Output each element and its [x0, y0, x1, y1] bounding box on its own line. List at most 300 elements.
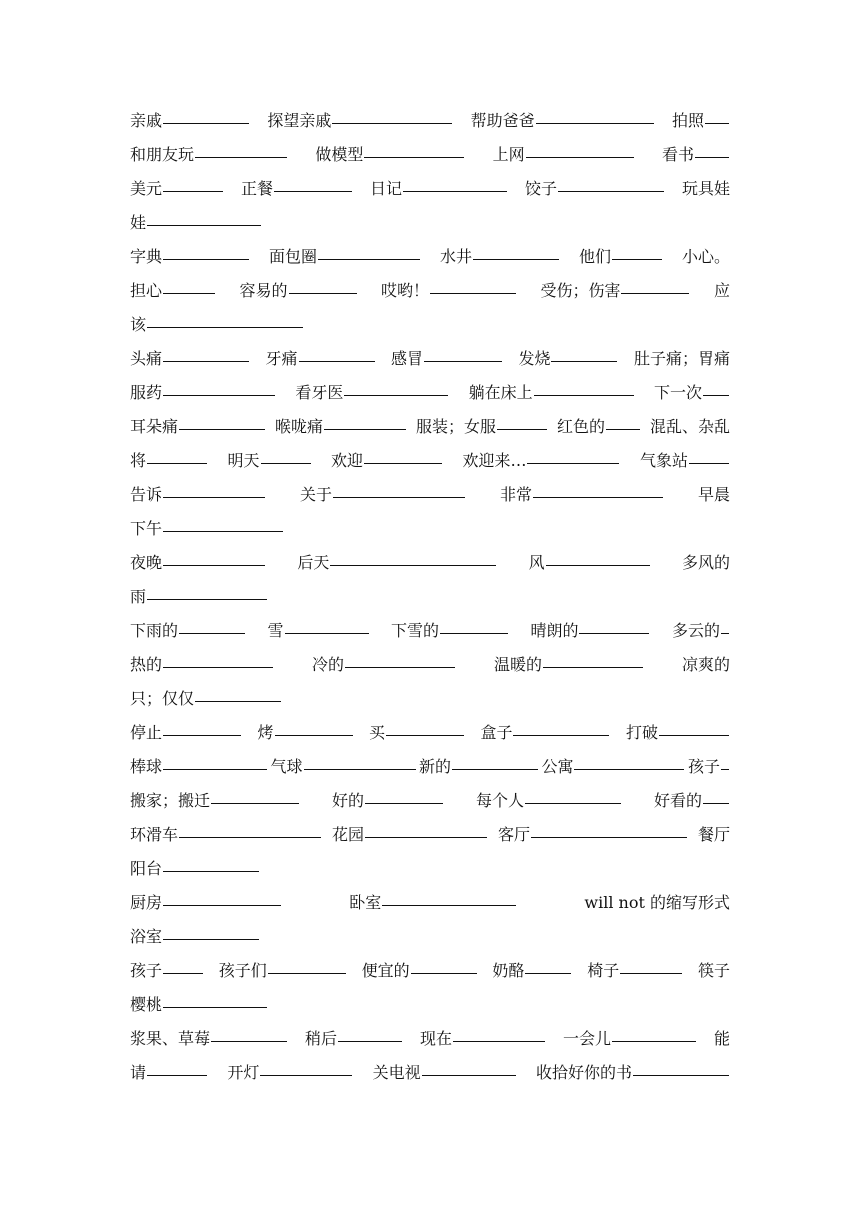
vocab-item — [130, 682, 282, 716]
vocab-word: 容易的 — [239, 281, 288, 300]
vocab-word: 好的 — [331, 791, 364, 810]
worksheet-line — [130, 784, 730, 818]
answer-blank[interactable] — [606, 428, 640, 430]
vocab-item — [130, 818, 322, 852]
vocab-item — [295, 376, 449, 410]
vocab-item — [500, 478, 664, 512]
vocab-word: 樱桃 — [130, 995, 163, 1014]
vocab-item — [518, 342, 618, 376]
answer-blank[interactable] — [260, 1074, 352, 1076]
answer-blank[interactable] — [365, 836, 487, 838]
vocab-word: 一会儿 — [562, 1029, 611, 1048]
vocab-word: 浴室 — [130, 927, 163, 946]
vocab-item — [662, 138, 730, 172]
vocab-item — [312, 648, 456, 682]
vocab-item — [270, 750, 416, 784]
answer-blank[interactable] — [163, 870, 259, 872]
vocab-item — [300, 478, 466, 512]
vocab-word: 便宜的 — [361, 961, 410, 980]
vocab-item — [698, 818, 730, 852]
answer-blank[interactable] — [338, 1040, 402, 1042]
vocab-item — [493, 138, 635, 172]
vocab-word: 晴朗的 — [530, 621, 579, 640]
worksheet-line — [130, 682, 730, 716]
worksheet-line — [130, 954, 730, 988]
vocab-item — [130, 614, 246, 648]
vocab-item — [416, 410, 548, 444]
vocab-item — [476, 784, 622, 818]
vocab-word: 孩子们 — [218, 961, 267, 980]
worksheet-line — [130, 206, 730, 240]
vocab-item — [536, 1056, 730, 1090]
answer-blank[interactable] — [689, 462, 729, 464]
worksheet-line — [130, 716, 730, 750]
vocab-word: 正餐 — [240, 179, 273, 198]
vocab-word: 多云的 — [671, 621, 720, 640]
vocab-item — [492, 954, 572, 988]
answer-blank[interactable] — [403, 190, 507, 192]
vocab-item — [130, 138, 288, 172]
vocab-word: 面包圈 — [268, 247, 317, 266]
vocab-word: 收拾好你的书 — [535, 1063, 632, 1082]
answer-blank[interactable] — [163, 190, 223, 192]
vocab-word: 关电视 — [372, 1063, 421, 1082]
worksheet-line — [130, 138, 730, 172]
vocab-word: 稍后 — [304, 1029, 337, 1048]
vocab-item — [130, 172, 224, 206]
vocab-item — [219, 954, 347, 988]
vocab-word: 夜晚 — [130, 553, 163, 572]
worksheet-line — [130, 240, 730, 274]
vocab-item — [587, 954, 683, 988]
answer-blank[interactable] — [318, 258, 420, 260]
answer-blank[interactable] — [365, 802, 443, 804]
worksheet-line — [130, 478, 730, 512]
vocab-word: 阳台 — [130, 859, 163, 878]
answer-blank[interactable] — [285, 632, 369, 634]
vocab-item — [130, 104, 250, 138]
vocab-word: 盒子 — [480, 723, 513, 742]
answer-blank[interactable] — [659, 734, 729, 736]
answer-blank[interactable] — [534, 394, 634, 396]
vocab-word: 和朋友玩 — [130, 145, 195, 164]
vocab-word: 耳朵痛 — [130, 417, 179, 436]
vocab-word: 烤 — [257, 723, 274, 742]
vocab-item — [130, 240, 250, 274]
vocab-item — [369, 716, 465, 750]
worksheet-line — [130, 886, 730, 920]
answer-blank[interactable] — [364, 156, 464, 158]
answer-blank[interactable] — [543, 666, 643, 668]
vocab-word: 日记 — [369, 179, 402, 198]
worksheet-line — [130, 988, 730, 1022]
answer-blank[interactable] — [211, 1040, 287, 1042]
answer-blank[interactable] — [163, 904, 281, 906]
vocab-item — [419, 750, 539, 784]
answer-blank[interactable] — [513, 734, 609, 736]
vocab-word: 下午 — [130, 519, 163, 538]
answer-blank[interactable] — [345, 666, 455, 668]
answer-blank[interactable] — [147, 462, 207, 464]
answer-blank[interactable] — [163, 496, 265, 498]
answer-blank[interactable] — [424, 360, 502, 362]
answer-blank[interactable] — [163, 258, 249, 260]
vocab-item — [130, 410, 266, 444]
answer-blank[interactable] — [333, 496, 465, 498]
vocab-item — [494, 648, 644, 682]
vocab-item — [530, 614, 650, 648]
vocab-word: 帮助爸爸 — [470, 111, 535, 130]
answer-blank[interactable] — [721, 632, 729, 634]
vocab-word: 受伤；伤害 — [540, 281, 621, 300]
vocab-word: 玩具娃 — [681, 179, 730, 198]
vocab-word: 小心。 — [681, 247, 730, 266]
vocab-word: 温暖的 — [493, 655, 542, 674]
answer-blank[interactable] — [179, 836, 321, 838]
answer-blank[interactable] — [163, 734, 241, 736]
answer-blank[interactable] — [621, 292, 689, 294]
vocab-word: 发烧 — [518, 349, 551, 368]
vocab-word: 新的 — [418, 757, 451, 776]
worksheet-line — [130, 852, 730, 886]
vocab-item — [370, 172, 508, 206]
vocab-item — [130, 206, 262, 240]
vocab-word: 买 — [368, 723, 385, 742]
vocab-item — [714, 1022, 730, 1056]
answer-blank[interactable] — [147, 326, 303, 328]
answer-blank[interactable] — [526, 156, 634, 158]
vocab-word: 椅子 — [587, 961, 620, 980]
answer-blank[interactable] — [274, 190, 352, 192]
vocab-item — [269, 240, 421, 274]
vocab-item — [257, 716, 353, 750]
vocab-word: 停止 — [130, 723, 163, 742]
vocab-word: 请 — [130, 1063, 147, 1082]
answer-blank[interactable] — [163, 530, 283, 532]
vocab-item — [529, 546, 651, 580]
vocab-word: 混乱、杂乱 — [649, 417, 730, 436]
vocab-item — [579, 240, 663, 274]
vocab-item — [672, 104, 730, 138]
answer-blank[interactable] — [422, 1074, 516, 1076]
worksheet-line — [130, 104, 730, 138]
vocab-word: 凉爽的 — [681, 655, 730, 674]
worksheet-line — [130, 342, 730, 376]
vocab-word: 娃 — [130, 213, 147, 232]
vocab-item — [672, 614, 730, 648]
answer-blank[interactable] — [344, 394, 448, 396]
vocab-word: 下雨的 — [130, 621, 179, 640]
vocabulary-lines — [130, 104, 730, 1090]
vocab-word: 奶酪 — [492, 961, 525, 980]
answer-blank[interactable] — [163, 972, 203, 974]
vocab-item — [130, 274, 216, 308]
answer-blank[interactable] — [411, 972, 477, 974]
vocab-word: 现在 — [419, 1029, 452, 1048]
answer-blank[interactable] — [330, 564, 496, 566]
vocab-word: 客厅 — [497, 825, 530, 844]
vocab-item — [130, 886, 282, 920]
vocab-item — [584, 886, 730, 920]
worksheet-line — [130, 920, 730, 954]
vocab-word: 服装；女服 — [415, 417, 496, 436]
answer-blank[interactable] — [703, 802, 729, 804]
answer-blank[interactable] — [525, 802, 621, 804]
vocab-item — [381, 274, 517, 308]
vocab-word: 明天 — [227, 451, 260, 470]
answer-blank[interactable] — [179, 428, 265, 430]
vocab-item — [130, 478, 266, 512]
worksheet-line — [130, 580, 730, 614]
vocab-word: 开灯 — [227, 1063, 260, 1082]
vocab-item — [267, 104, 453, 138]
vocab-word: 看书 — [661, 145, 694, 164]
answer-blank[interactable] — [536, 122, 654, 124]
answer-blank[interactable] — [275, 734, 353, 736]
vocab-item — [654, 376, 730, 410]
vocab-word: 下一次 — [653, 383, 702, 402]
vocab-word: 打破 — [625, 723, 658, 742]
answer-blank[interactable] — [195, 700, 281, 702]
vocab-word: 应 — [713, 281, 730, 300]
vocab-item — [130, 1022, 288, 1056]
answer-blank[interactable] — [551, 360, 617, 362]
vocab-word: 美元 — [130, 179, 163, 198]
vocab-word: will not 的缩写形式 — [584, 893, 730, 912]
answer-blank[interactable] — [163, 564, 265, 566]
answer-blank[interactable] — [299, 360, 375, 362]
vocab-word: 水井 — [439, 247, 472, 266]
answer-blank[interactable] — [620, 972, 682, 974]
answer-blank[interactable] — [525, 972, 571, 974]
answer-blank[interactable] — [163, 394, 275, 396]
vocab-word: 欢迎 — [330, 451, 363, 470]
worksheet-line — [130, 172, 730, 206]
vocab-word: 环滑车 — [130, 825, 179, 844]
answer-blank[interactable] — [527, 462, 619, 464]
vocab-word: 筷子 — [697, 961, 730, 980]
vocab-item — [688, 750, 730, 784]
vocab-word: 躺在床上 — [468, 383, 533, 402]
vocab-word: 厨房 — [130, 893, 163, 912]
answer-blank[interactable] — [163, 768, 267, 770]
vocab-item — [541, 750, 685, 784]
vocab-item — [227, 1056, 353, 1090]
worksheet-line — [130, 750, 730, 784]
vocab-item — [650, 410, 730, 444]
answer-blank[interactable] — [163, 360, 249, 362]
vocab-item — [130, 444, 208, 478]
vocab-word: 关于 — [299, 485, 332, 504]
vocab-word: 将 — [130, 451, 147, 470]
vocab-word: 孩子 — [687, 757, 720, 776]
answer-blank[interactable] — [558, 190, 664, 192]
answer-blank[interactable] — [382, 904, 516, 906]
vocab-word: 红色的 — [556, 417, 605, 436]
vocab-item — [315, 138, 465, 172]
vocab-item — [130, 954, 204, 988]
worksheet-line — [130, 546, 730, 580]
vocab-word: 告诉 — [130, 485, 163, 504]
answer-blank[interactable] — [533, 496, 663, 498]
vocab-word: 卧室 — [349, 893, 382, 912]
vocab-item — [227, 444, 311, 478]
vocab-item — [332, 784, 444, 818]
answer-blank[interactable] — [430, 292, 516, 294]
vocab-word: 餐厅 — [697, 825, 730, 844]
answer-blank[interactable] — [147, 1074, 207, 1076]
answer-blank[interactable] — [179, 632, 245, 634]
answer-blank[interactable] — [612, 258, 662, 260]
answer-blank[interactable] — [332, 122, 452, 124]
vocab-item — [297, 546, 497, 580]
vocab-word: 孩子 — [130, 961, 163, 980]
vocab-word: 该 — [130, 315, 147, 334]
answer-blank[interactable] — [579, 632, 649, 634]
answer-blank[interactable] — [211, 802, 299, 804]
answer-blank[interactable] — [705, 122, 729, 124]
vocab-item — [349, 886, 517, 920]
answer-blank[interactable] — [147, 224, 261, 226]
vocab-word: 喉咙痛 — [274, 417, 323, 436]
answer-blank[interactable] — [386, 734, 464, 736]
vocab-word: 风 — [528, 553, 545, 572]
vocab-word: 非常 — [499, 485, 532, 504]
vocab-item — [130, 920, 260, 954]
answer-blank[interactable] — [695, 156, 729, 158]
vocab-item — [557, 410, 641, 444]
answer-blank[interactable] — [574, 768, 684, 770]
vocab-word: 气象站 — [639, 451, 688, 470]
vocab-word: 冷的 — [311, 655, 344, 674]
vocab-item — [563, 1022, 697, 1056]
vocab-item — [130, 512, 284, 546]
vocab-word: 做模型 — [315, 145, 364, 164]
vocab-item — [682, 546, 730, 580]
answer-blank[interactable] — [440, 632, 508, 634]
vocab-word: 他们 — [578, 247, 611, 266]
vocab-item — [373, 1056, 517, 1090]
vocab-word: 能 — [713, 1029, 730, 1048]
vocab-word: 每个人 — [475, 791, 524, 810]
vocab-item — [241, 172, 353, 206]
answer-blank[interactable] — [163, 122, 249, 124]
answer-blank[interactable] — [268, 972, 346, 974]
vocab-item — [305, 1022, 403, 1056]
answer-blank[interactable] — [163, 666, 273, 668]
vocab-item — [362, 954, 478, 988]
vocab-item — [420, 1022, 546, 1056]
vocab-word: 欢迎来… — [462, 451, 527, 470]
vocab-word: 牙痛 — [265, 349, 298, 368]
vocab-word: 担心 — [130, 281, 163, 300]
vocab-item — [130, 648, 274, 682]
vocab-word: 只；仅仅 — [130, 689, 195, 708]
answer-blank[interactable] — [163, 292, 215, 294]
worksheet-line — [130, 444, 730, 478]
vocab-word: 多风的 — [681, 553, 730, 572]
vocab-item — [130, 376, 276, 410]
vocab-word: 字典 — [130, 247, 163, 266]
vocab-item — [391, 342, 503, 376]
answer-blank[interactable] — [473, 258, 559, 260]
vocab-item — [332, 818, 488, 852]
vocab-item — [130, 546, 266, 580]
vocab-item — [654, 784, 730, 818]
answer-blank[interactable] — [195, 156, 287, 158]
worksheet-line — [130, 614, 730, 648]
vocab-item — [440, 240, 560, 274]
vocab-item — [130, 342, 250, 376]
vocab-item — [540, 274, 690, 308]
vocab-word: 浆果、草莓 — [130, 1029, 211, 1048]
answer-blank[interactable] — [163, 938, 259, 940]
vocab-item — [275, 410, 407, 444]
answer-blank[interactable] — [163, 1006, 267, 1008]
vocab-word: 雨 — [130, 587, 147, 606]
vocab-item — [239, 274, 357, 308]
vocab-item — [130, 750, 268, 784]
answer-blank[interactable] — [147, 598, 267, 600]
answer-blank[interactable] — [304, 768, 416, 770]
vocab-item — [130, 308, 304, 342]
answer-blank[interactable] — [324, 428, 406, 430]
vocab-item — [640, 444, 730, 478]
vocab-item — [480, 716, 610, 750]
vocab-word: 早晨 — [697, 485, 730, 504]
answer-blank[interactable] — [703, 394, 729, 396]
worksheet-line — [130, 818, 730, 852]
vocab-word: 头痛 — [130, 349, 163, 368]
vocab-word: 下雪的 — [390, 621, 439, 640]
answer-blank[interactable] — [612, 1040, 696, 1042]
answer-blank[interactable] — [452, 768, 538, 770]
vocab-item — [265, 342, 375, 376]
vocab-word: 饺子 — [524, 179, 557, 198]
answer-blank[interactable] — [453, 1040, 545, 1042]
answer-blank[interactable] — [261, 462, 311, 464]
answer-blank[interactable] — [531, 836, 687, 838]
vocab-item — [498, 818, 688, 852]
vocab-item — [462, 444, 620, 478]
answer-blank[interactable] — [546, 564, 650, 566]
vocab-item — [698, 954, 730, 988]
worksheet-line — [130, 648, 730, 682]
vocab-item — [469, 376, 635, 410]
worksheet-line — [130, 308, 730, 342]
vocab-word: 上网 — [492, 145, 525, 164]
answer-blank[interactable] — [289, 292, 357, 294]
vocab-item — [682, 172, 730, 206]
vocab-word: 气球 — [270, 757, 303, 776]
vocab-word: 看牙医 — [295, 383, 344, 402]
vocab-word: 公寓 — [541, 757, 574, 776]
vocab-word: 拍照 — [671, 111, 704, 130]
vocab-item — [634, 342, 730, 376]
vocab-item — [130, 988, 268, 1022]
answer-blank[interactable] — [364, 462, 442, 464]
vocab-item — [525, 172, 665, 206]
worksheet-line — [130, 512, 730, 546]
vocab-word: 服药 — [130, 383, 163, 402]
vocab-item — [130, 784, 300, 818]
answer-blank[interactable] — [721, 768, 729, 770]
vocab-word: 感冒 — [390, 349, 423, 368]
answer-blank[interactable] — [633, 1074, 729, 1076]
answer-blank[interactable] — [497, 428, 547, 430]
vocab-item — [391, 614, 509, 648]
vocab-item — [130, 716, 242, 750]
